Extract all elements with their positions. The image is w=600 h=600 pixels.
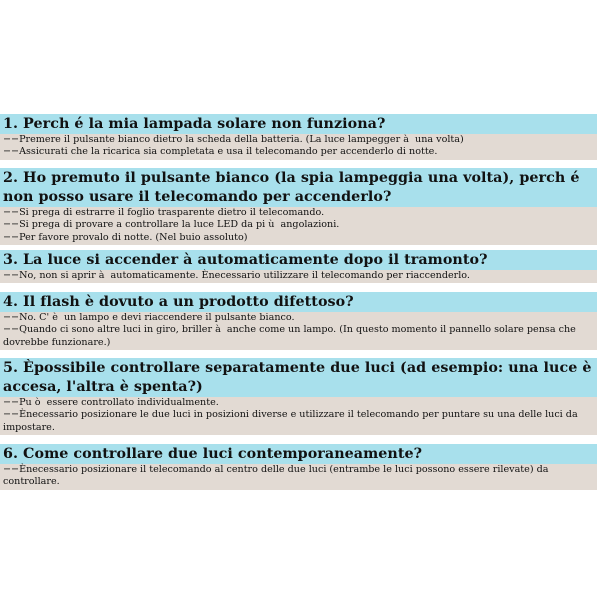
- faq-item-4: [0, 292, 600, 350]
- faq-item-3: [0, 250, 600, 283]
- faq-answer: −−Assicurati che la ricarica sia completata e usa il telecomando per accenderlo di notte.: [3, 146, 438, 158]
- faq-answer: −−Per favore provalo di notte. (Nel buio assoluto): [3, 231, 248, 243]
- faq-question: 2. Ho premuto il pulsante bianco (la spia lampeggia una volta), perch é non posso usare il telecomando per accenderlo?: [0, 168, 597, 207]
- faq-answer: −−Ènecessario posizionare le due luci in posizioni diverse e utilizzare il telecomando per puntare su una delle luci da impostare.: [3, 409, 581, 433]
- faq-answers: [0, 270, 597, 283]
- faq-answer: −−Quando ci sono altre luci in giro, briller à anche come un lampo. (In questo momento il pannello solare pensa che dovrebbe funzionare.): [3, 324, 579, 348]
- faq-answers: [0, 464, 597, 490]
- faq-answer: −−Si prega di estrarre il foglio trasparente dietro il telecomando.: [3, 207, 325, 218]
- faq-answer: −−Ènecessario posizionare il telecomando al centro delle due luci (entrambe le luci possono essere rilevate) da controllare.: [3, 464, 552, 488]
- faq-answer: −−Premere il pulsante bianco dietro la scheda della batteria. (La luce lampegger à una volta): [3, 134, 464, 145]
- faq-answer: −−Si prega di provare a controllare la luce LED da pi ù angolazioni.: [3, 219, 340, 231]
- faq-answers: [0, 312, 597, 350]
- faq-question: 1. Perch é la mia lampada solare non funziona?: [0, 114, 597, 134]
- faq-question: 6. Come controllare due luci contemporaneamente?: [0, 444, 597, 464]
- faq-question: 4. Il flash è dovuto a un prodotto difettoso?: [0, 292, 597, 312]
- faq-answers: [0, 397, 597, 435]
- faq-item-2: [0, 168, 600, 245]
- faq-answer: −−Pu ò essere controllato individualmente.: [3, 397, 219, 408]
- faq-question: 3. La luce si accender à automaticamente dopo il tramonto?: [0, 250, 597, 270]
- faq-item-1: [0, 114, 600, 160]
- faq-question: 5. Èpossibile controllare separatamente due luci (ad esempio: una luce è accesa, l'altra è spenta?): [0, 358, 597, 397]
- faq-answers: [0, 207, 597, 245]
- faq-answer: −−No. C' è un lampo e devi riaccendere il pulsante bianco.: [3, 312, 295, 323]
- faq-answer: −−No, non si aprir à automaticamente. Ènecessario utilizzare il telecomando per riaccenderlo.: [3, 270, 470, 281]
- faq-answers: [0, 134, 597, 160]
- faq-item-5: [0, 358, 600, 435]
- faq-item-6: [0, 444, 600, 490]
